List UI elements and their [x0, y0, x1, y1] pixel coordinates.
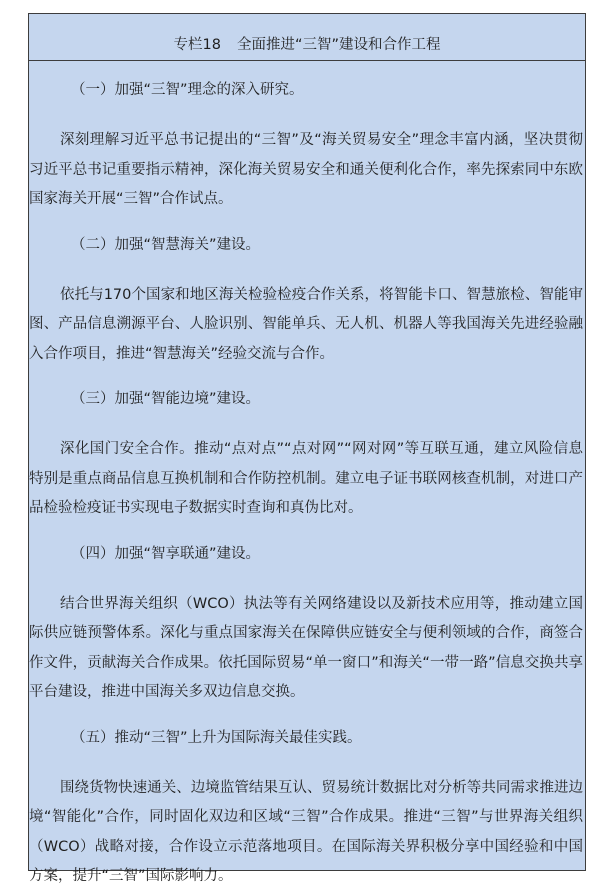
section-heading-5: （五）推动“三智”上升为国际海关最佳实践。 [71, 729, 362, 746]
section-paragraph-2: 依托与170个国家和地区海关检验检疫合作关系，将智能卡口、智慧旅检、智能审图、产品信息溯源平台、人脸识别、智能单兵、无人机、机器人等我国海关先进经验融入合作项目，推进“智慧海关”经验交流与合作。 [29, 286, 583, 362]
section-heading-4: （四）加强“智享联通”建设。 [71, 545, 261, 562]
section-paragraph-1: 深刻理解习近平总书记提出的“三智”及“海关贸易安全”理念丰富内涵，坚决贯彻习近平总书记重要指示精神，深化海关贸易安全和通关便利化合作，率先探索同中东欧国家海关开展“三智”合作试点。 [29, 132, 583, 207]
box-number: 专栏18 [173, 36, 221, 53]
section-paragraph-3: 深化国门安全合作。推动“点对点”“点对网”“网对网”等互联互通，建立风险信息特别是重点商品信息互换机制和合作防控机制。建立电子证书联网核查机制，对进口产品检验检疫证书实现电子数据实时查询和真伪比对。 [29, 441, 583, 516]
box-header [29, 14, 585, 61]
section-heading-3: （三）加强“智能边境”建设。 [71, 391, 261, 407]
section-paragraph-4: 结合世界海关组织（WCO）执法等有关网络建设以及新技术应用等，推动建立国际供应链预警体系。深化与重点国家海关在保障供应链安全与便利领域的合作，商签合作文件，贡献海关合作成果。依托国际贸易“单一窗口”和海关“一带一路”信息交换共享平台建设，推进中国海关多双边信息交换。 [29, 595, 583, 700]
section-paragraph-5: 围绕货物快速通关、边境监管结果互认、贸易统计数据比对分析等共同需求推进边境“智能化”合作，同时固化双边和区域“三智”合作成果。推进“三智”与世界海关组织（WCO）战略对接，合作设立示范落地项目。在国际海关界积极分享中国经验和中国方案，提升“三智”国际影响力。 [29, 779, 583, 884]
box-title: 全面推进“三智”建设和合作工程 [236, 36, 441, 53]
column-box [28, 13, 586, 884]
section-heading-2: （二）加强“智慧海关”建设。 [71, 236, 261, 253]
box-content [29, 61, 585, 892]
section-heading-1: （一）加强“三智”理念的深入研究。 [71, 82, 304, 98]
